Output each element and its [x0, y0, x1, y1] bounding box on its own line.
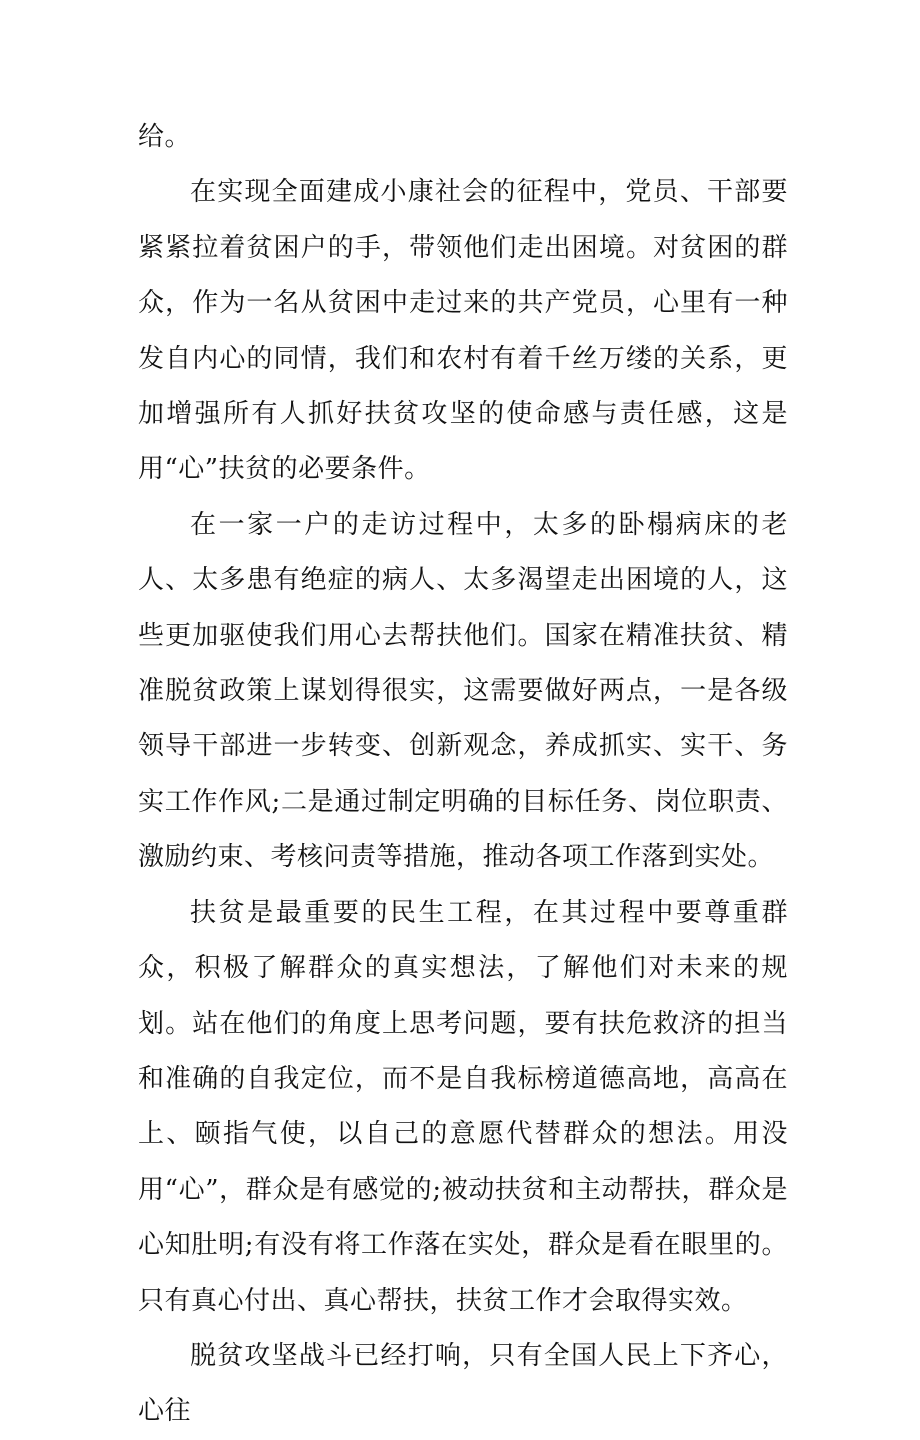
paragraph: 扶贫是最重要的民生工程，在其过程中要尊重群众，积极了解群众的真实想法，了解他们对未来的规划。站在他们的角度上思考问题，要有扶危救济的担当和准确的自我定位，而不是自我标榜道德高地，高高在上、颐指气使，以自己的意愿代替群众的想法。用没用“心”，群众是有感觉的;被动扶贫和主动帮扶，群众是心知肚明;有没有将工作落在实处，群众是看在眼里的。只有真心付出、真心帮扶，扶贫工作才会取得实效。	[138, 897, 788, 1316]
paragraph: 脱贫攻坚战斗已经打响，只有全国人民上下齐心，心往	[138, 1340, 788, 1427]
paragraph: 在实现全面建成小康社会的征程中，党员、干部要紧紧拉着贫困户的手，带领他们走出困境。对贫困的群众，作为一名从贫困中走过来的共产党员，心里有一种发自内心的同情，我们和农村有着千丝万缕的关系，更加增强所有人抓好扶贫攻坚的使命感与责任感，这是用“心”扶贫的必要条件。	[138, 177, 788, 485]
document-body	[138, 110, 788, 1440]
paragraph: 在一家一户的走访过程中，太多的卧榻病床的老人、太多患有绝症的病人、太多渴望走出困境的人，这些更加驱使我们用心去帮扶他们。国家在精准扶贫、精准脱贫政策上谋划得很实，这需要做好两点，一是各级领导干部进一步转变、创新观念，养成抓实、实干、务实工作作风;二是通过制定明确的目标任务、岗位职责、激励约束、考核问责等措施，推动各项工作落到实处。	[138, 509, 788, 873]
paragraph-continuation: 给。	[138, 122, 192, 152]
